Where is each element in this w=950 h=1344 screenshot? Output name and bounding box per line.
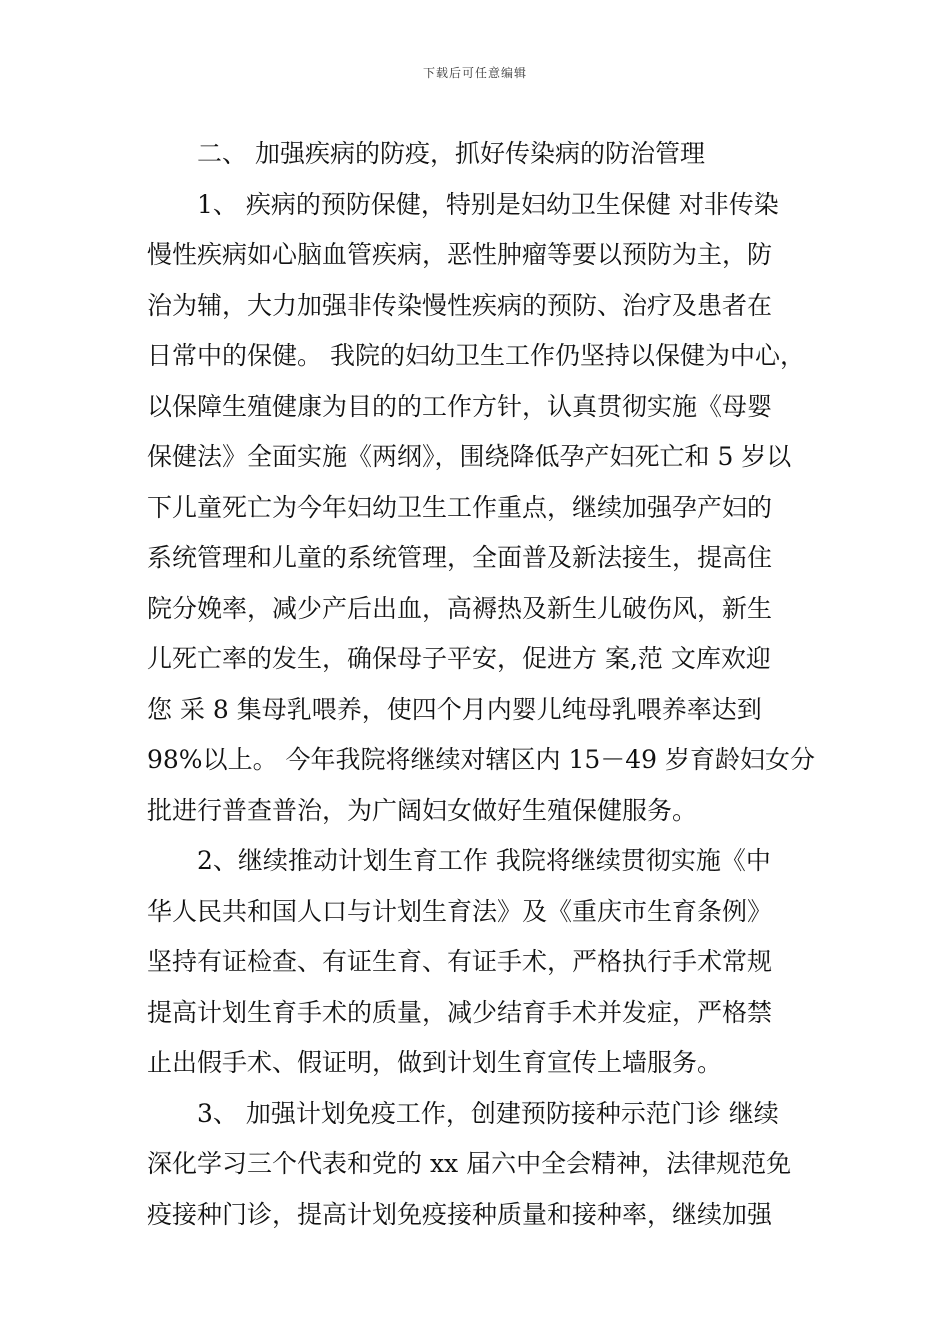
text-line: 慢性疾病如心脑血管疾病，恶性肿瘤等要以预防为主，防 xyxy=(147,240,773,269)
text-line: 系统管理和儿童的系统管理，全面普及新法接生，提高住 xyxy=(147,543,773,572)
text-line: 日常中的保健。 我院的妇幼卫生工作仍坚持以保健为中心， xyxy=(147,341,805,370)
text-line: 深化学习三个代表和党的 xx 届六中全会精神，法律规范免 xyxy=(147,1149,792,1178)
text-line: 疫接种门诊，提高计划免疫接种质量和接种率，继续加强 xyxy=(147,1199,773,1229)
text-line: 华人民共和国人口与计划生育法》及《重庆市生育条例》 xyxy=(147,896,773,926)
text-line: 二、 加强疾病的防疫，抓好传染病的防治管理 xyxy=(197,139,705,168)
document-body xyxy=(147,129,815,1240)
text-line: 3、 加强计划免疫工作，创建预防接种示范门诊 继续 xyxy=(197,1098,779,1128)
text-line: 您 采 8 集母乳喂养，使四个月内婴儿纯母乳喂养率达到 xyxy=(147,694,762,724)
text-line: 下儿童死亡为今年妇幼卫生工作重点，继续加强孕产妇的 xyxy=(147,492,773,522)
text-line: 提高计划生育手术的质量，减少结育手术并发症，严格禁 xyxy=(147,997,773,1027)
text-line: 儿死亡率的发生，确保母子平安，促进方 案,范 文库欢迎 xyxy=(147,644,771,673)
text-line: 2、继续推动计划生育工作 我院将继续贯彻实施《中 xyxy=(197,846,771,875)
text-line: 1、 疾病的预防保健，特别是妇幼卫生保健 对非传染 xyxy=(197,189,779,219)
text-line: 坚持有证检查、有证生育、有证手术，严格执行手术常规 xyxy=(147,947,773,976)
text-line: 以保障生殖健康为目的的工作方针，认真贯彻实施《母婴 xyxy=(147,391,773,421)
text-line: 治为辅，大力加强非传染慢性疾病的预防、治疗及患者在 xyxy=(147,290,773,320)
text-line: 院分娩率，减少产后出血，高褥热及新生儿破伤风，新生 xyxy=(147,593,773,623)
text-line: 98%以上。 今年我院将继续对辖区内 15－49 岁育龄妇女分 xyxy=(147,745,815,774)
text-line: 止出假手术、假证明，做到计划生育宣传上墙服务。 xyxy=(147,1048,723,1077)
header-note: 下载后可任意编辑 xyxy=(422,66,527,80)
text-line: 保健法》全面实施《两纲》，围绕降低孕产妇死亡和 5 岁以 xyxy=(147,442,792,471)
text-line: 批进行普查普治，为广阔妇女做好生殖保健服务。 xyxy=(147,795,698,825)
